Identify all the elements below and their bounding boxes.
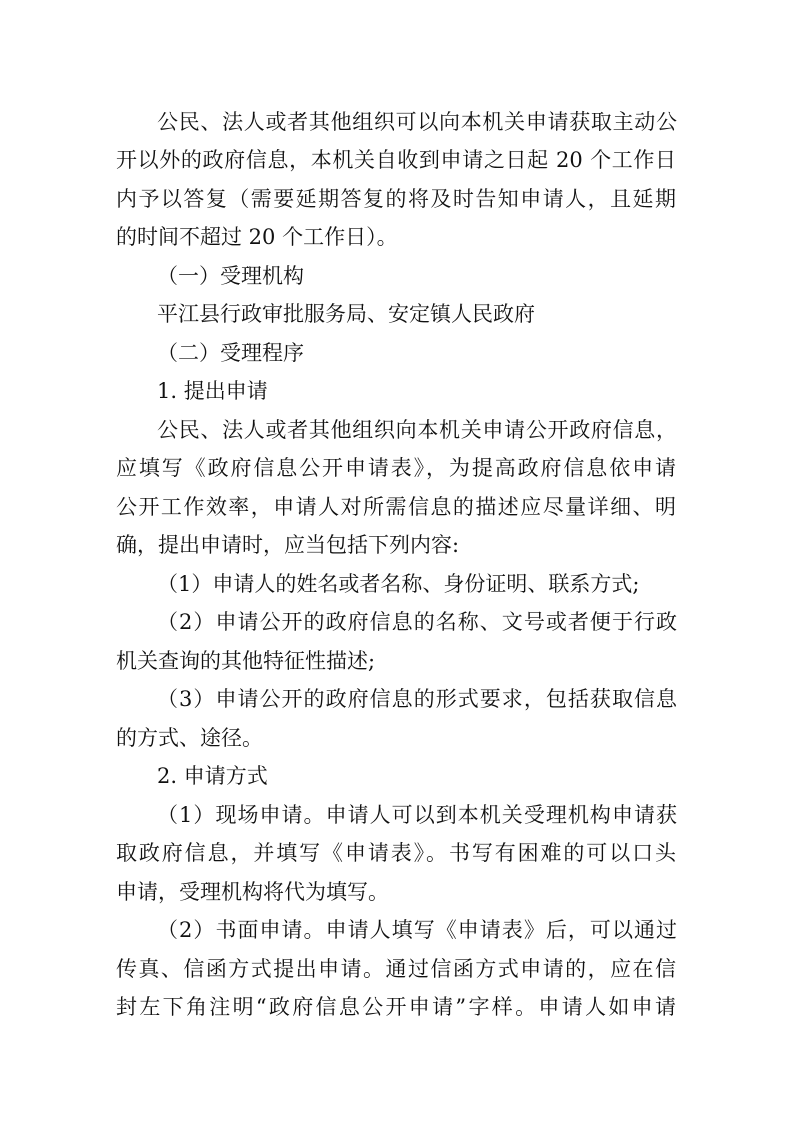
paragraph-line: 公开工作效率，申请人对所需信息的描述应尽量详细、明 (116, 495, 676, 519)
paragraph-line: 公民、法人或者其他组织可以向本机关申请获取主动公 (157, 110, 677, 134)
paragraph-line: 内予以答复（需要延期答复的将及时告知申请人，且延期 (116, 187, 676, 211)
paragraph-line: 公民、法人或者其他组织向本机关申请公开政府信息， (157, 418, 677, 442)
list-item: （1）申请人的姓名或者名称、身份证明、联系方式; (157, 572, 640, 596)
paragraph-line: 传真、信函方式提出申请。通过信函方式申请的，应在信 (116, 957, 676, 981)
section-heading: （一）受理机构 (157, 264, 304, 288)
paragraph-line: 平江县行政审批服务局、安定镇人民政府 (157, 302, 535, 326)
list-item: （1）现场申请。申请人可以到本机关受理机构申请获 (157, 803, 677, 827)
section-heading: （二）受理程序 (157, 341, 304, 365)
paragraph-line: 开以外的政府信息，本机关自收到申请之日起 20 个工作日 (116, 148, 676, 172)
subsection-heading: 2. 申请方式 (157, 764, 268, 788)
subsection-heading: 1. 提出申请 (157, 379, 268, 403)
paragraph-line: 申请，受理机构将代为填写。 (116, 880, 389, 904)
paragraph-line: 取政府信息，并填写《申请表》。书写有困难的可以口头 (116, 841, 676, 865)
paragraph-line: 的方式、途径。 (116, 726, 263, 750)
paragraph-line: 应填写《政府信息公开申请表》，为提高政府信息依申请 (116, 456, 676, 480)
paragraph-line: 确，提出申请时，应当包括下列内容: (116, 533, 460, 557)
paragraph-line: 封左下角注明“政府信息公开申请”字样。申请人如申请 (116, 995, 676, 1019)
list-item: （3）申请公开的政府信息的形式要求，包括获取信息 (157, 687, 677, 711)
list-item: （2）书面申请。申请人填写《申请表》后，可以通过 (157, 918, 677, 942)
list-item: （2）申请公开的政府信息的名称、文号或者便于行政 (157, 610, 677, 634)
paragraph-line: 的时间不超过 20 个工作日）。 (116, 225, 398, 249)
paragraph-line: 机关查询的其他特征性描述; (116, 649, 376, 673)
